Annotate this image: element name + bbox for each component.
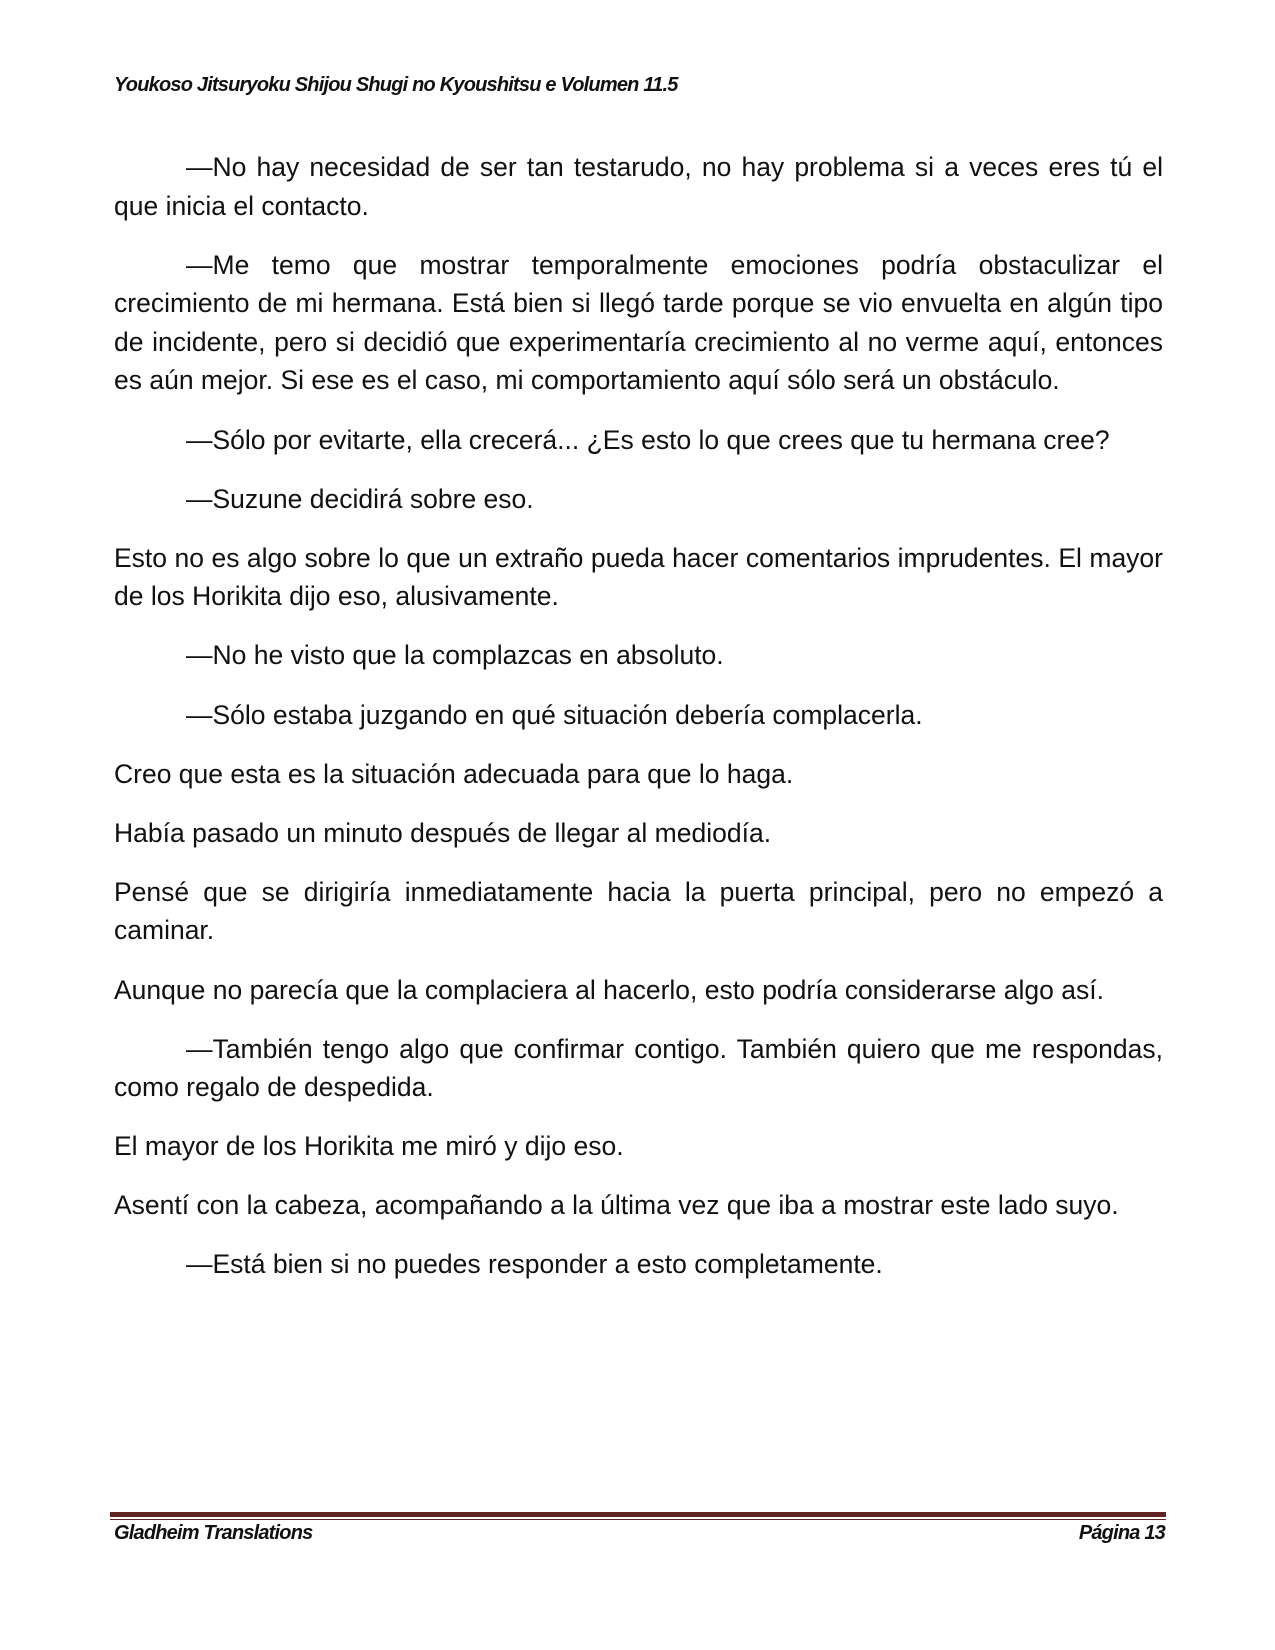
paragraph: El mayor de los Horikita me miró y dijo eso.	[114, 1131, 624, 1162]
paragraph: —No hay necesidad de ser tan testarudo, no hay problema si a veces eres tú el que inicia el contacto.	[114, 152, 1163, 221]
paragraph: —Sólo por evitarte, ella crecerá... ¿Es esto lo que crees que tu hermana cree?	[186, 424, 1110, 455]
paragraph: —Sólo estaba juzgando en qué situación debería complacerla.	[186, 699, 923, 730]
paragraph: —No he visto que la complazcas en absoluto.	[186, 640, 724, 671]
footer-publisher: Gladheim Translations	[114, 1522, 313, 1544]
page-body	[114, 148, 1163, 1305]
paragraph: Pensé que se dirigiría inmediatamente hacia la puerta principal, pero no empezó a caminar.	[114, 876, 1163, 946]
paragraph: —Suzune decidirá sobre eso.	[186, 483, 534, 514]
paragraph: Aunque no parecía que la complaciera al hacerlo, esto podría considerarse algo así.	[114, 974, 1104, 1005]
paragraph: Asentí con la cabeza, acompañando a la última vez que iba a mostrar este lado suyo.	[114, 1190, 1119, 1221]
paragraph: Había pasado un minuto después de llegar al mediodía.	[114, 817, 772, 848]
running-header: Youkoso Jitsuryoku Shijou Shugi no Kyoushitsu e Volumen 11.5	[114, 74, 678, 96]
paragraph: Esto no es algo sobre lo que un extraño pueda hacer comentarios imprudentes. El mayor de los Horikita dijo eso, alusivamente.	[114, 542, 1163, 612]
paragraph: —Está bien si no puedes responder a esto completamente.	[186, 1249, 883, 1280]
paragraph: Creo que esta es la situación adecuada para que lo haga.	[114, 758, 794, 789]
footer-rule-thin	[110, 1519, 1166, 1520]
footer-page-number: Página 13	[1078, 1522, 1165, 1544]
paragraph: —Me temo que mostrar temporalmente emociones podría obstaculizar el crecimiento de mi hermana. Está bien si llegó tarde porque se vio envuelta en algún tipo de incidente, pero si decidió que experimentaría crecimiento al no verme aquí, entonces es aún mejor. Si ese es el caso, mi comportamiento aquí sólo será un obstáculo.	[114, 249, 1163, 396]
paragraph: —También tengo algo que confirmar contigo. También quiero que me respondas, como regalo de despedida.	[114, 1033, 1163, 1103]
footer-rule-thick	[110, 1512, 1166, 1517]
